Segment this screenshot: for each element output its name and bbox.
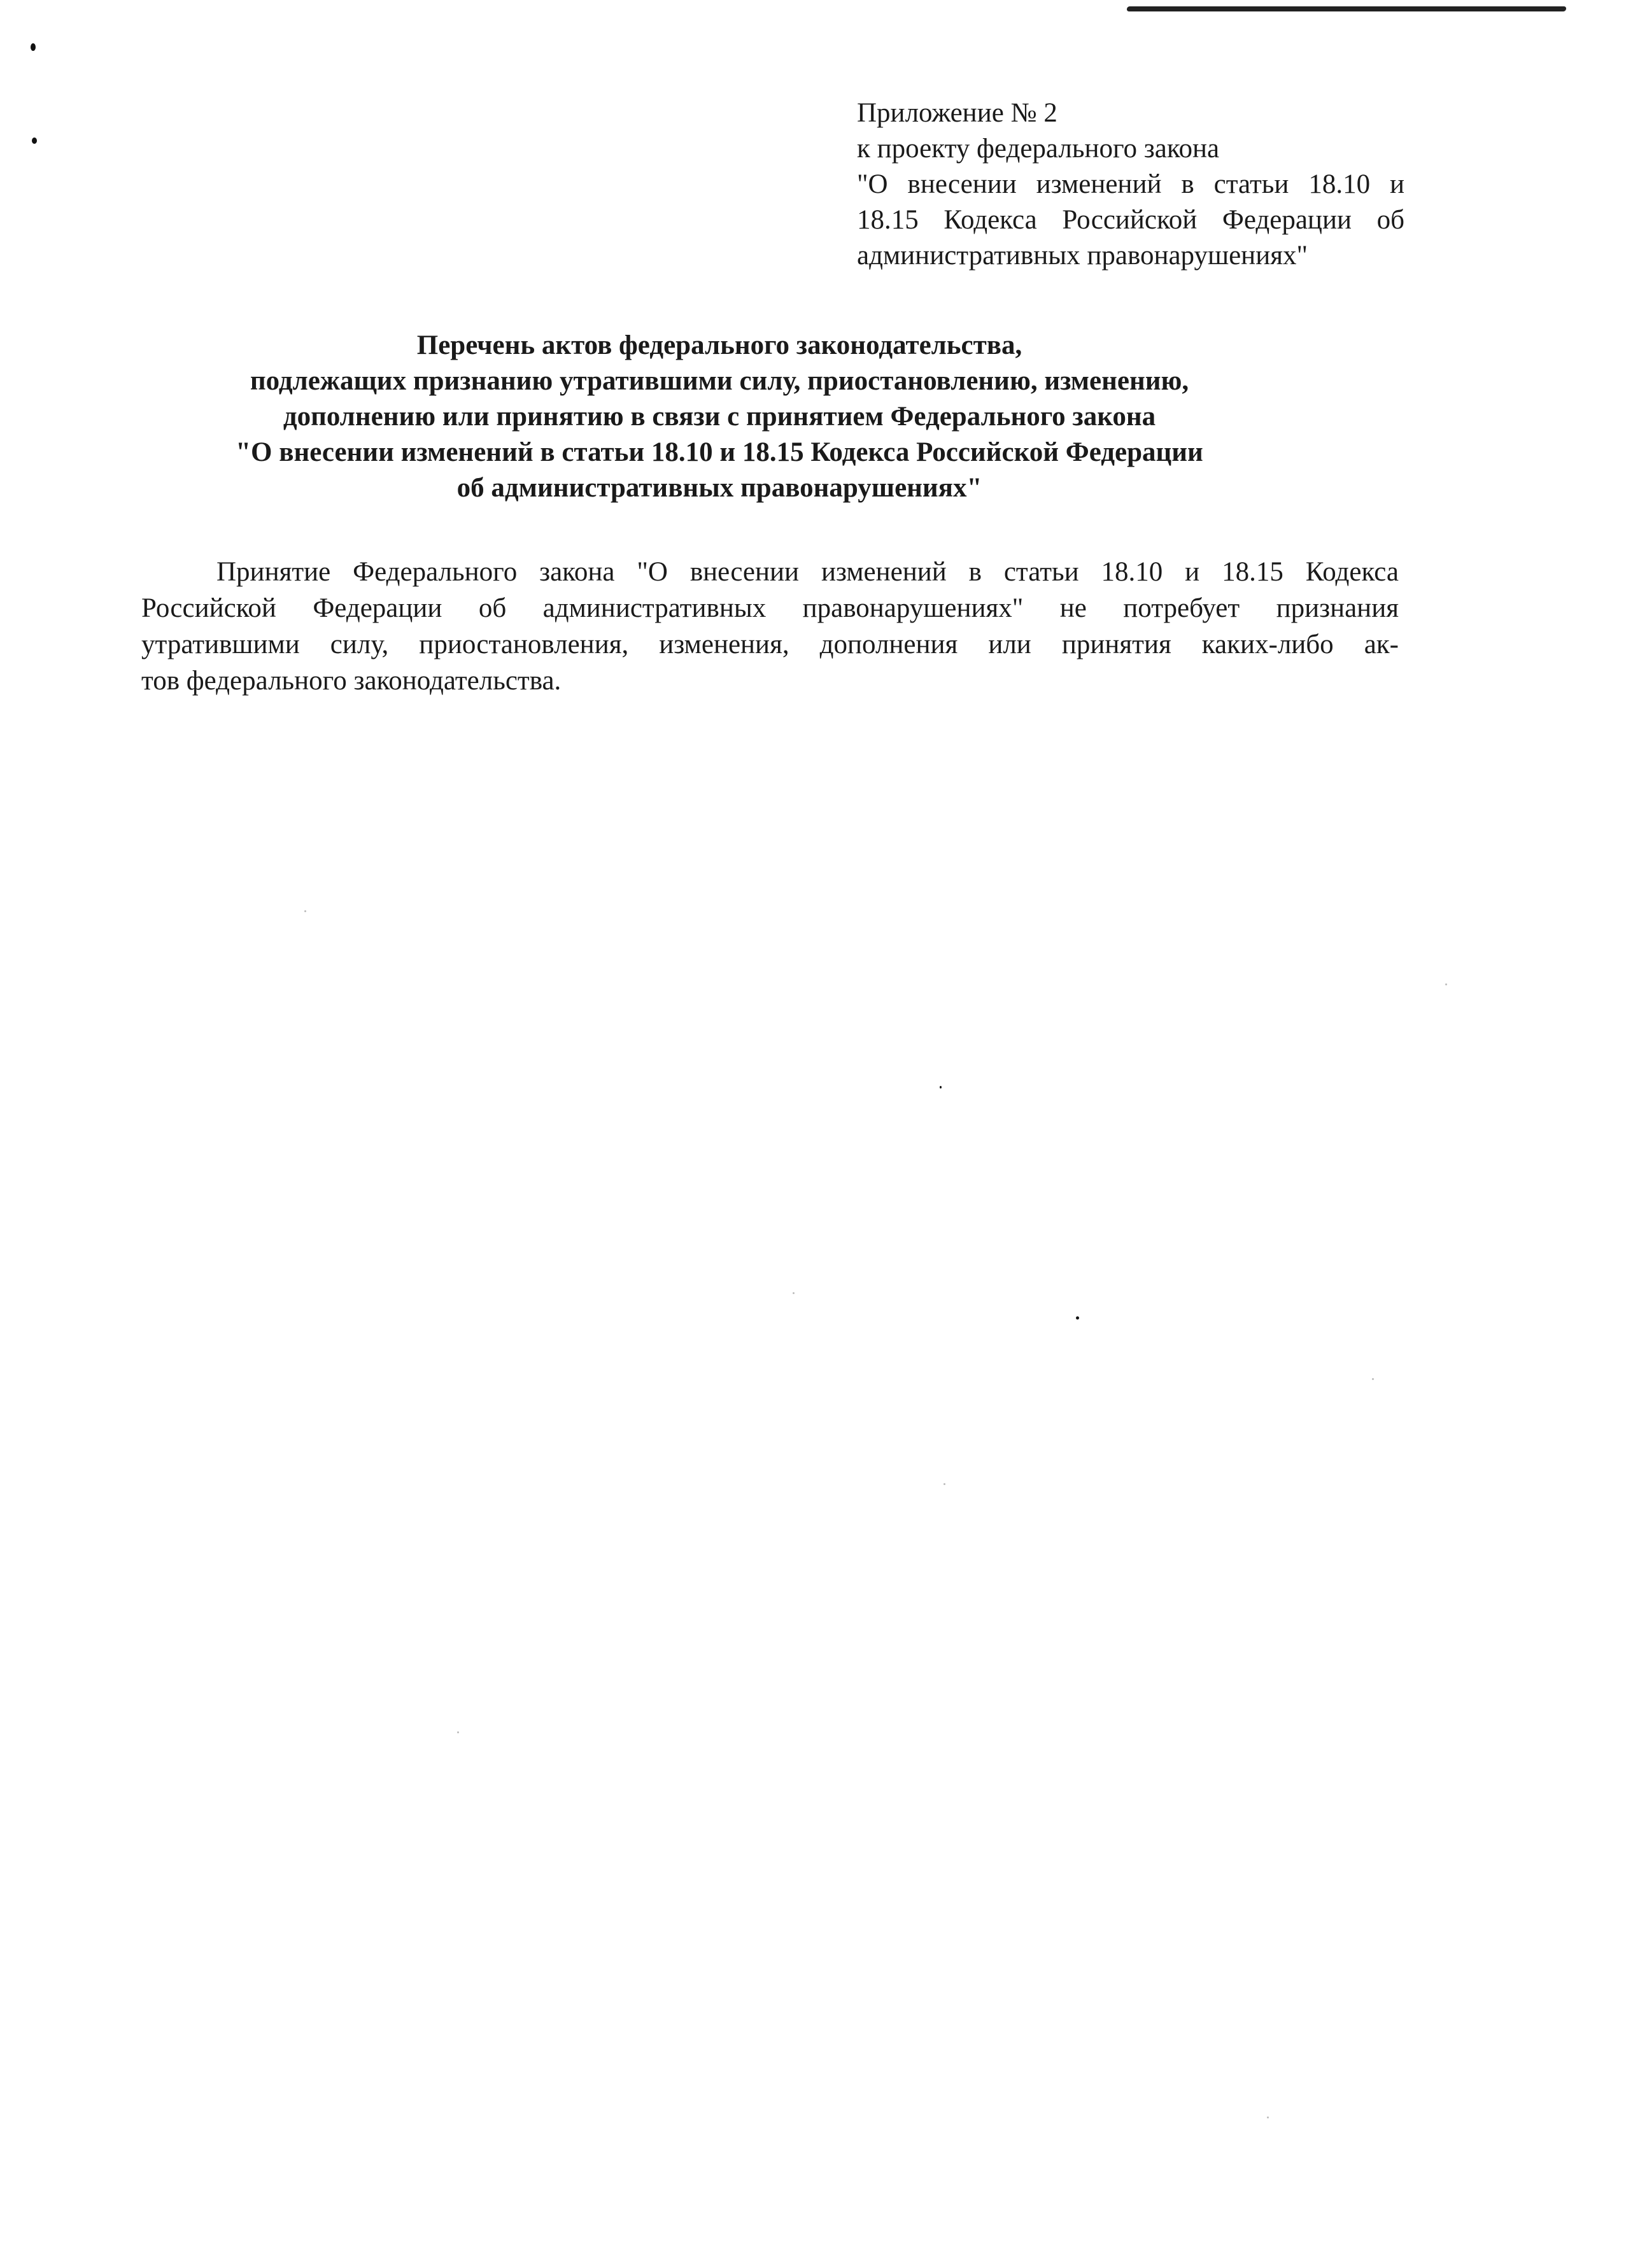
scan-speck bbox=[793, 1292, 795, 1294]
annex-line: административных правонарушениях" bbox=[857, 241, 1308, 271]
scan-speck bbox=[31, 43, 36, 51]
scan-speck bbox=[940, 1086, 942, 1088]
document-title bbox=[127, 328, 1311, 506]
scan-speck bbox=[457, 1731, 459, 1733]
annex-line: к проекту федерального закона bbox=[857, 134, 1220, 164]
paragraph-line: утратившими силу, приостановления, изменения, дополнения или принятия каких-либо ак- bbox=[141, 630, 1399, 659]
title-line: об административных правонарушениях" bbox=[456, 473, 982, 503]
scan-speck bbox=[304, 910, 306, 912]
paragraph-line: Российской Федерации об административных правонарушениях" не потребует признания bbox=[141, 593, 1399, 623]
annex-reference bbox=[857, 95, 1404, 274]
scan-speck bbox=[944, 1483, 945, 1485]
annex-line: 18.15 Кодекса Российской Федерации об bbox=[857, 205, 1404, 235]
annex-line: "О внесении изменений в статьи 18.10 и bbox=[857, 169, 1404, 199]
scan-edge-line bbox=[1126, 6, 1566, 11]
title-line: дополнению или принятию в связи с принятием Федерального закона bbox=[283, 402, 1156, 432]
title-line: "О внесении изменений в статьи 18.10 и 18.15 Кодекса Российской Федерации bbox=[236, 437, 1203, 467]
scan-speck bbox=[1076, 1316, 1079, 1320]
paragraph-line: тов федерального законодательства. bbox=[141, 666, 562, 696]
scan-speck bbox=[1267, 2117, 1269, 2118]
scan-speck bbox=[32, 137, 37, 144]
scan-speck bbox=[1445, 983, 1447, 985]
body-paragraph bbox=[141, 554, 1399, 699]
paragraph-line: Принятие Федерального закона "О внесении изменений в статьи 18.10 и 18.15 Кодекса bbox=[216, 557, 1399, 587]
scan-speck bbox=[1372, 1378, 1374, 1380]
title-line: подлежащих признанию утратившими силу, приостановлению, изменению, bbox=[250, 366, 1189, 396]
title-line: Перечень актов федерального законодательства, bbox=[416, 330, 1022, 360]
annex-line: Приложение № 2 bbox=[857, 98, 1057, 128]
